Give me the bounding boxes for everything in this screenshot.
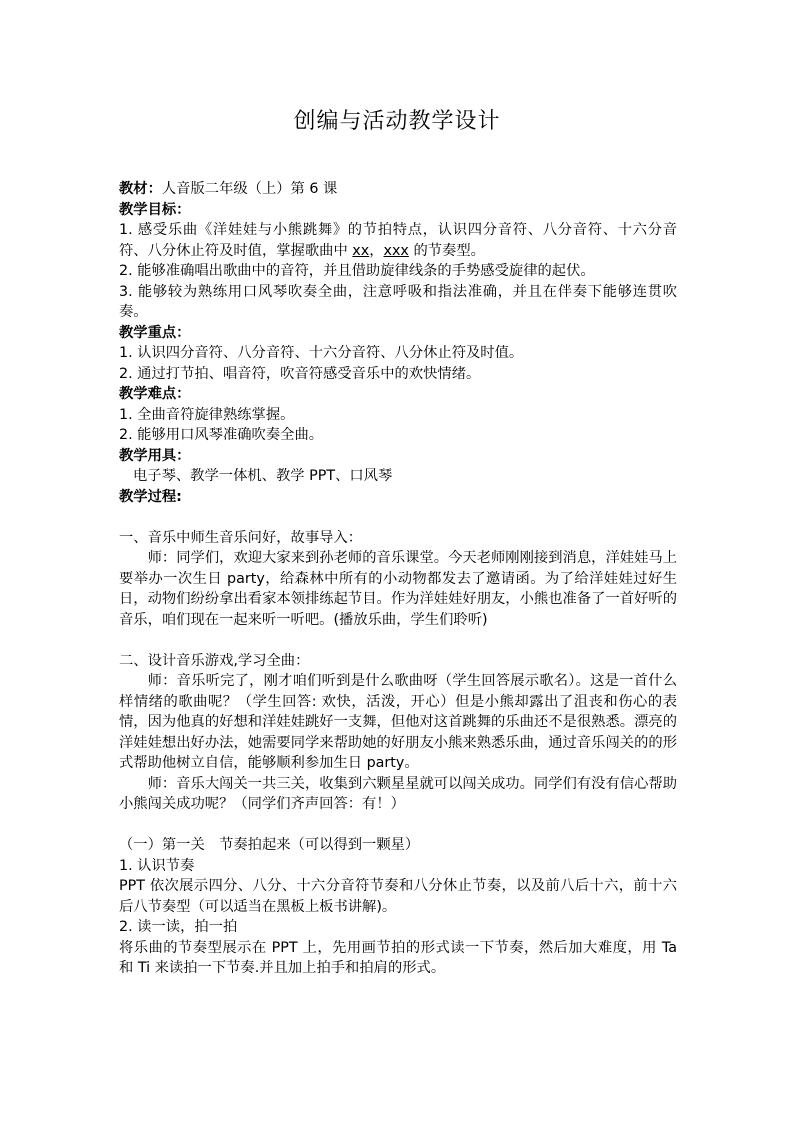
key-point-item-2: 2. 通过打节拍、唱音符，吹音符感受音乐中的欢快情绪。 <box>119 365 481 382</box>
spacer <box>119 815 677 836</box>
material-line <box>119 179 677 200</box>
material-label: 教材： <box>119 181 162 197</box>
objective-item-1 <box>119 220 677 261</box>
key-points-heading: 教学重点： <box>119 324 191 341</box>
section-1-title: 一、音乐中师生音乐问好，故事导入： <box>119 529 363 546</box>
difficulty-item-2: 2. 能够用口风琴准确吹奏全曲。 <box>119 427 324 443</box>
document-body <box>119 179 677 979</box>
section-2-text-2: 师：音乐大闯关一共三关，收集到六颗星星就可以闯关成功。同学们有没有信心帮助小熊闯关成功呢？（同学们齐声回答：有！） <box>119 775 677 812</box>
objective-1-tail: 的节奏型。 <box>408 242 485 259</box>
spacer <box>119 630 677 651</box>
objectives-heading: 教学目标： <box>119 201 191 218</box>
process-heading: 教学过程: <box>119 488 182 505</box>
key-point-item-1: 1. 认识四分音符、八分音符、十六分音符、八分休止符及时值。 <box>119 345 524 361</box>
objective-item-2: 2. 能够准确唱出歌曲中的音符，并且借助旋律线条的手势感受旋律的起伏。 <box>119 263 595 279</box>
section-2-text-1: 师：音乐听完了，刚才咱们听到是什么歌曲呀（学生回答展示歌名）。这是一首什么样情绪的歌曲呢？（学生回答: 欢快，活泼，开心）但是小熊却露出了沮丧和伤心的表情，因为他真的好想和洋娃娃跳好一支舞，但他对这首跳舞的乐曲还不是很熟悉。漂亮的洋娃娃想出好办法，她需要同学来帮助她的好朋友小熊来熟悉乐曲，通过音乐闯关的的形式帮助他树立自信，能够顺利参加生日 party。 <box>119 673 677 771</box>
spacer <box>119 507 677 528</box>
level-1-item-1-title: 1. 认识节奏 <box>119 857 195 874</box>
section-2-title: 二、设计音乐游戏,学习全曲： <box>119 652 310 669</box>
rhythm-xxx: xxx <box>383 242 409 259</box>
tools-value: 电子琴、教学一体机、教学 PPT、口风琴 <box>133 468 393 484</box>
tools-heading: 教学用具： <box>119 447 191 464</box>
document-title: 创编与活动教学设计 <box>293 109 501 134</box>
objective-1-text: 1. 感受乐曲《洋娃娃与小熊跳舞》的节拍特点，认识四分音符、八分音符、十六分音符、八分休止符及时值，掌握歌曲中 <box>119 222 677 259</box>
separator: ， <box>369 242 384 259</box>
level-1-item-1-text: PPT 依次展示四分、八分、十六分音符节奏和八分休止节奏，以及前八后十六，前十六后八节奏型（可以适当在黑板上板书讲解)。 <box>119 878 677 915</box>
material-value: 人音版二年级（上）第 6 课 <box>161 181 338 197</box>
level-1-title: （一）第一关 节奏拍起来（可以得到一颗星） <box>119 837 420 853</box>
level-1-item-2-title: 2. 读一读，拍一拍 <box>119 919 238 935</box>
level-1-item-2-text: 将乐曲的节奏型展示在 PPT 上，先用画节拍的形式读一下节奏，然后加大难度，用 Ta 和 Ti 来读拍一下节奏.并且加上拍手和拍肩的形式。 <box>119 939 677 976</box>
difficulties-heading: 教学难点： <box>119 386 191 402</box>
rhythm-xx: xx <box>352 242 370 259</box>
objective-item-3: 3. 能够较为熟练用口风琴吹奏全曲，注意呼吸和指法准确，并且在伴奏下能够连贯吹奏。 <box>119 283 677 320</box>
section-1-text: 师：同学们，欢迎大家来到孙老师的音乐课堂。今天老师刚刚接到消息，洋娃娃马上要举办一次生日 party，给森林中所有的小动物都发去了邀请函。为了给洋娃娃过好生日，动物们纷纷拿出看家本领排练起节目。作为洋娃娃好朋友，小熊也准备了一首好听的音乐，咱们现在一起来听一听吧。(播放乐曲，学生们聆听) <box>119 550 677 628</box>
difficulty-item-1: 1. 全曲音符旋律熟练掌握。 <box>119 406 295 423</box>
